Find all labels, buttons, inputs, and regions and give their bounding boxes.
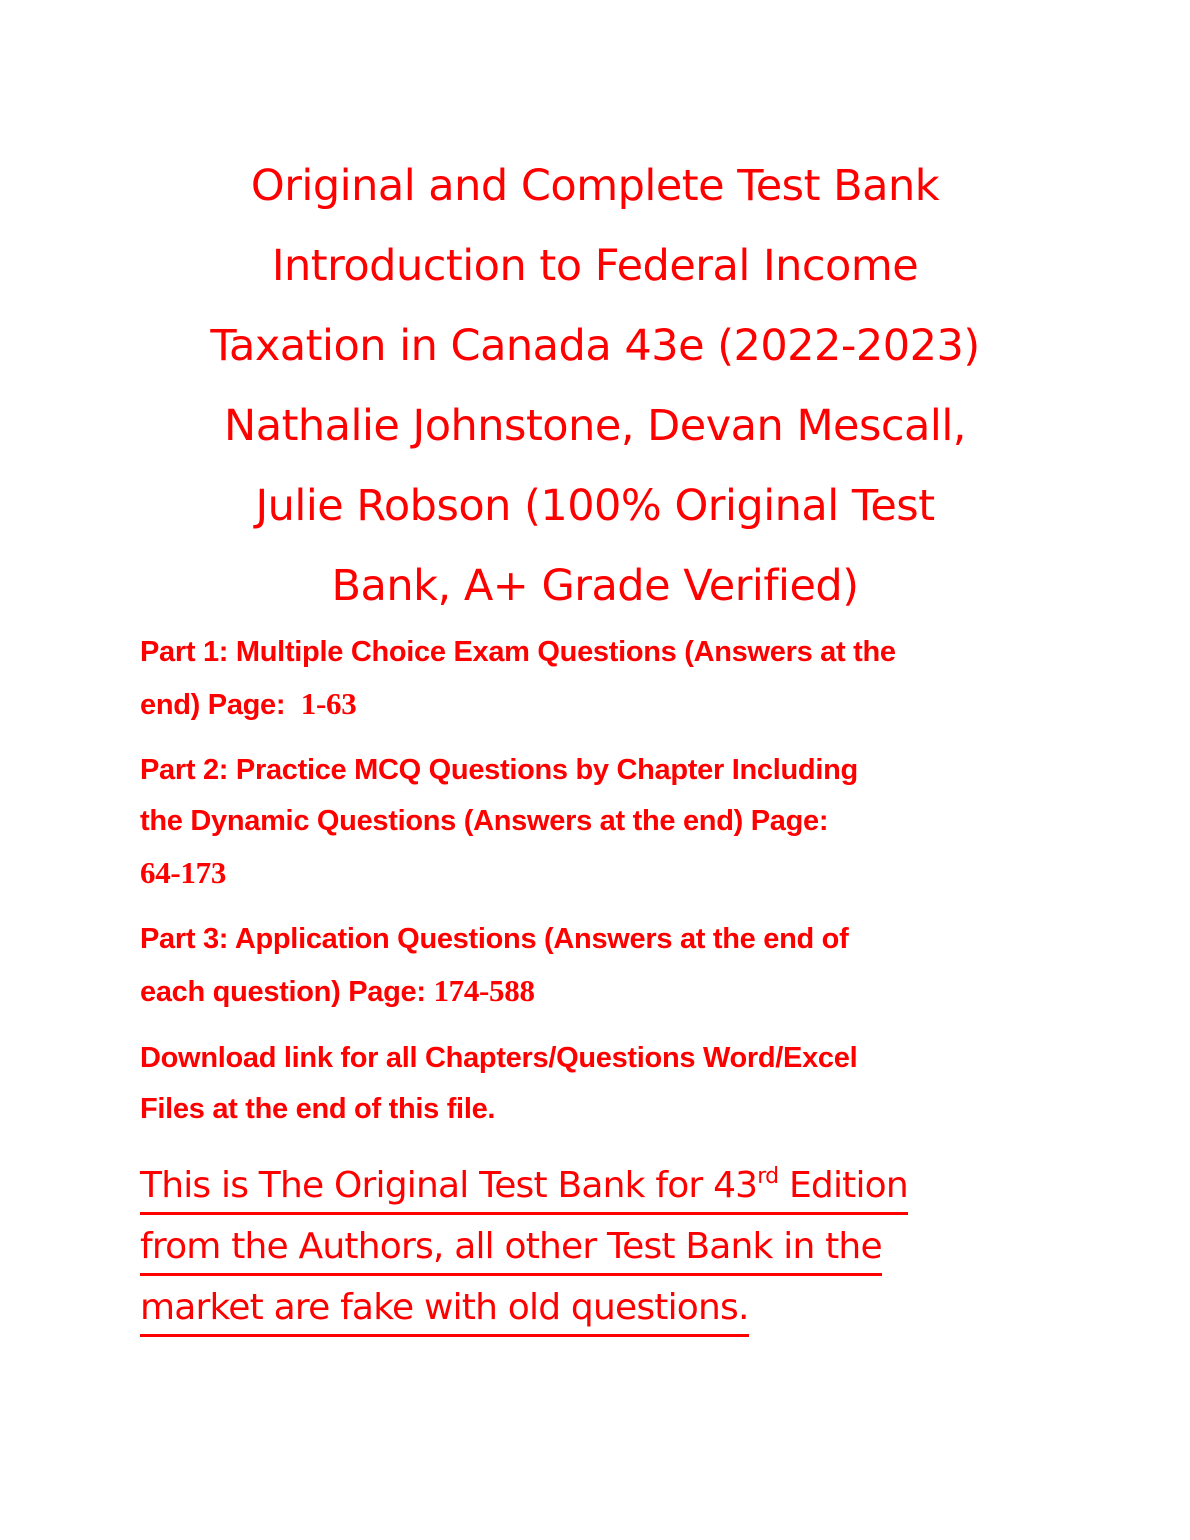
title-line: Julie Robson (100% Original Test <box>255 481 935 531</box>
part-3-text-line2: each question) Page: <box>140 976 426 1008</box>
notice-line-3: market are fake with old questions. <box>140 1282 749 1337</box>
part-3-text-line1: Part 3: Application Questions (Answers at the end of <box>140 923 849 955</box>
notice-line-1-tail: Edition <box>778 1165 908 1206</box>
part-1-description <box>140 627 1040 731</box>
notice-line-2: from the Authors, all other Test Bank in the <box>140 1221 882 1276</box>
download-note-line1: Download link for all Chapters/Questions Word/Excel <box>140 1042 858 1074</box>
title-line: Taxation in Canada 43e (2022-2023) <box>210 321 980 371</box>
notice-ordinal-suffix: rd <box>757 1164 779 1189</box>
download-note-line2: Files at the end of this file. <box>140 1093 496 1125</box>
title-line: Original and Complete Test Bank <box>250 161 940 211</box>
part-3-page-range: 174-588 <box>433 973 535 1008</box>
part-2-description <box>140 745 1040 900</box>
part-2-text-line2: the Dynamic Questions (Answers at the end) Page: <box>140 805 829 837</box>
part-1-page-range: 1-63 <box>300 686 357 721</box>
title-line: Nathalie Johnstone, Devan Mescall, <box>224 401 966 451</box>
part-2-page-range: 64-173 <box>140 855 227 890</box>
title-line: Bank, A+ Grade Verified) <box>331 561 859 611</box>
notice-line-1 <box>140 1160 908 1215</box>
original-edition-notice <box>140 1155 1040 1338</box>
title-line: Introduction to Federal Income <box>271 241 919 291</box>
part-1-text-line2: end) Page: <box>140 689 286 721</box>
part-2-text-line1: Part 2: Practice MCQ Questions by Chapter Including <box>140 754 858 786</box>
part-3-description <box>140 914 1040 1018</box>
notice-line-1-text: This is The Original Test Bank for 43 <box>140 1165 758 1206</box>
document-title <box>140 146 1050 626</box>
download-note <box>140 1033 1040 1135</box>
part-1-text-line1: Part 1: Multiple Choice Exam Questions (Answers at the <box>140 636 896 668</box>
